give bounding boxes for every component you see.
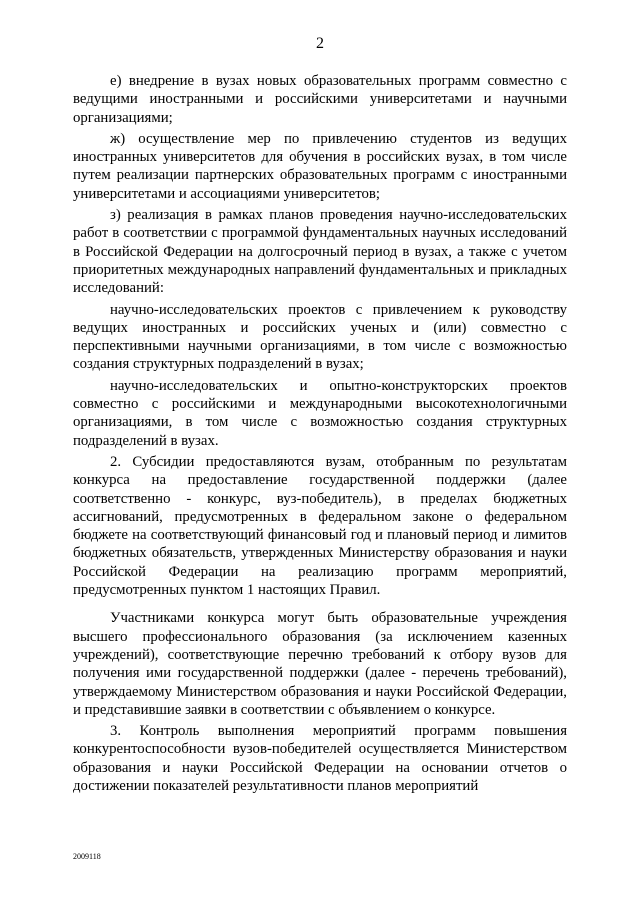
document-code: 2009118 [73, 852, 101, 861]
paragraph-participants: Участниками конкурса могут быть образовательные учреждения высшего профессионального образования (за исключением казенных учреждений), соответствующие перечню требований к отбору вузов для получения ими государственной поддержки (далее - перечень требований), утверждаемому Министерством образования и науки Российской Федерации, и представившие заявки в соответствии с объявлением о конкурсе. [73, 610, 567, 718]
paragraph-item-2: 2. Субсидии предоставляются вузам, отобранным по результатам конкурса на предоставление государственной поддержки (далее соответственно - конкурс, вуз-победитель), в пределах бюджетных ассигнований, предусмотренных в федеральном законе о федеральном бюджете на соответствующий финансовый год и плановый период и лимитов бюджетных обязательств, утвержденных Министерству образования и науки Российской Федерации на реализацию программ мероприятий, предусмотренных пунктом 1 настоящих Правил. [73, 453, 567, 599]
paragraph-z: з) реализация в рамках планов проведения научно-исследовательских работ в соответствии с программой фундаментальных научных исследований в Российской Федерации на долгосрочный период в вузах, а также с учетом приоритетных международных направлений фундаментальных и прикладных исследований: [73, 207, 567, 297]
document-body [73, 72, 567, 795]
paragraph-rnd-projects: научно-исследовательских и опытно-конструкторских проектов совместно с российскими и международными высокотехнологичными организациями, в том числе с возможностью создания структурных подразделений в вузах. [73, 377, 567, 449]
paragraph-zh: ж) осуществление мер по привлечению студентов из ведущих иностранных университетов для обучения в российских вузах, в том числе путем реализации партнерских образовательных программ с иностранными университетами и ассоциациями университетов; [73, 130, 567, 202]
paragraph-item-3: 3. Контроль выполнения мероприятий программ повышения конкурентоспособности вузов-победителей осуществляется Министерством образования и науки Российской Федерации на основании отчетов о достижении показателей результативности планов мероприятий [73, 723, 567, 794]
paragraph-research-projects: научно-исследовательских проектов с привлечением к руководству ведущих иностранных и российских ученых и (или) совместно с перспективными научными организациями, в том числе с возможностью создания структурных подразделений в вузах; [73, 301, 567, 373]
paragraph-e: е) внедрение в вузах новых образовательных программ совместно с ведущими иностранными и российскими университетами и научными организациями; [73, 73, 567, 126]
page-number: 2 [316, 35, 324, 52]
